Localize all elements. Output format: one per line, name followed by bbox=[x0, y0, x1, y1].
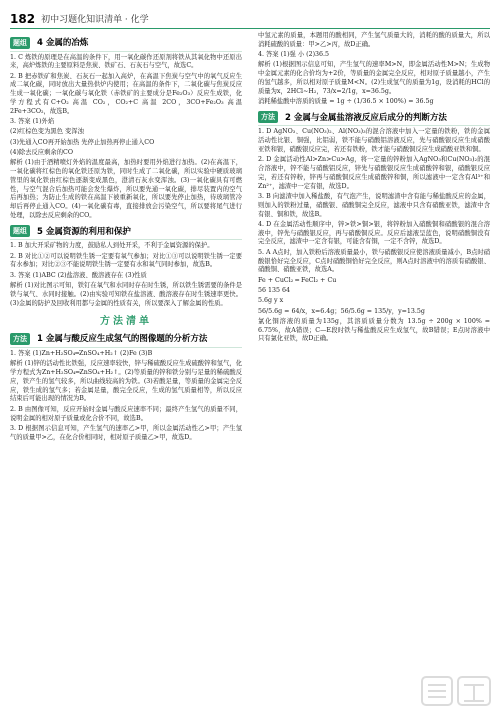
section-title: 方法清单 bbox=[100, 316, 152, 328]
paragraph: 4. D 在金属活动性顺序中，锌>铁>铜>银，将锌粉加入硝酸铜和硝酸银的混合溶液中，锌先与硝酸银反应，再与硝酸铜反应。反应后滤液呈蓝色，说明硝酸铜没有完全反应，滤渣中一定含有银，可能含有铜，一定不含锌，故选D。 bbox=[258, 220, 490, 246]
paragraph: (4)除去反应剩余的CO bbox=[10, 148, 73, 156]
paragraph: 解析 (1)对比图示可知，铁钉在氧气和水同时存在时生锈，所以铁生锈需要的条件是铁与氧气、水同时接触。(2)由实验可知铁在盐溶液、酸溶液存在时生锈速率更快。(3)金属的防护及回收利用都与金属的性质有关，所以要深入了解金属的性质。 bbox=[10, 282, 242, 307]
left-column bbox=[10, 32, 242, 444]
equation-line: 5.6g y x bbox=[258, 297, 284, 305]
topic-tag: 题组 bbox=[10, 225, 30, 237]
paragraph: 3. B 向滤渣中加入稀盐酸，有气泡产生，说明滤渣中含有能与稀盐酸反应的金属，则加入的铁粉过量，硝酸银、硝酸铜完全反应，滤液中只含有硝酸亚铁，滤渣中含有银、铜和铁，故选B。 bbox=[258, 192, 490, 218]
method-title: 2 金属与金属盐溶液反应后成分的判断方法 bbox=[284, 112, 447, 123]
page-number: 182 bbox=[10, 12, 36, 26]
topic-4-heading bbox=[10, 34, 242, 52]
paragraph: 3. D 根据图示信息可知，产生氢气的速率乙>甲，所以金属活动性乙>甲；产生氢气的质量甲>乙，在化合价相同时，相对原子质量乙>甲，故选D。 bbox=[10, 424, 242, 441]
paragraph: 2. D 金属活动性Al>Zn>Cu>Ag，将一定量的锌粉加入AgNO₃和Cu(NO₃)₂的混合溶液中，锌不能与硝酸铝反应，锌先与硝酸银反应生成硝酸锌和银，硝酸银反应完，若还有锌粉，锌再与硝酸铜反应生成硝酸锌和铜，所以滤液中一定含有Al³⁺和Zn²⁺，滤渣中一定有银，故选D。 bbox=[258, 156, 490, 190]
equation-line: Fe + CuCl₂ ═ FeCl₂ + Cu bbox=[258, 276, 337, 284]
running-title: 初中习题化知识清单 · 化学 bbox=[41, 15, 149, 25]
paragraph: 2. B 把赤铁矿和焦炭、石灰石一起加入高炉，在高温下焦炭与空气中的氧气反应生成二氧化碳，同时放出大量热供炉内使用；在高温的条件下，二氧化碳与焦炭反应生成一氧化碳；一氧化碳与氧化铁（赤铁矿的主要成分是Fe₂O₃）反应生成铁，化学方程式有C+O₂ 高温 CO₂，CO₂+C 高温 2CO，3CO+Fe₂O₃ 高温 2Fe+3CO₂，故选B。 bbox=[10, 72, 242, 115]
method-tag: 方法 bbox=[10, 333, 30, 345]
method-1-heading bbox=[10, 330, 242, 348]
paragraph: 1. D AgNO₃、Cu(NO₃)₂、Al(NO₃)₃的混合溶液中加入一定量的铁粉，铁的金属活动性比银、铜强，比铝弱，铁不能与硝酸铝溶液反应，先与硝酸银反应生成硝酸亚铁和银，硝酸银反应完，若还有铁粉，铁才能与硝酸铜反应生成硝酸亚铁和铜。 bbox=[258, 128, 490, 153]
paragraph: 1. C 炼铁的原理是在高温的条件下，用一氧化碳作还原剂将铁从其氧化物中还原出来，高炉炼铁的主要原料是焦炭、铁矿石、石灰石与空气，故选C。 bbox=[10, 53, 242, 70]
equation-line: 56/5.6g = 64/x，x=6.4g；56/5.6g = 135/y，y=13.5g bbox=[258, 307, 425, 315]
paragraph: 解析 (1)由于酒精喷灯外焰的温度最高，加热时要用外焰进行加热。(2)在高温下，一氧化碳将红棕色的氧化铁还原为铁，同时生成了二氧化碳，所以实验中硬质玻璃管里的氧化铁由红棕色逐渐变成黑色，澄清石灰水变浑浊。(3)一氧化碳具有可燃性，与空气混合后加热可能会发生爆炸，所以要先通一氧化碳，排尽装置内的空气后再加热；为防止生成的铁在高温下被重新氧化，所以要先停止加热，待玻璃管冷却后再停止通入CO。(4)一氧化碳有毒，直接排放会污染空气，所以要将尾气进行处理，以除去反应剩余的CO。 bbox=[10, 159, 242, 220]
paragraph: 3. 答案 (1)外焰 bbox=[10, 118, 55, 126]
equation-line: 56 135 64 bbox=[258, 286, 291, 294]
paragraph: 1. 答案 (1)Zn+H₂SO₄═ZnSO₄+H₂↑ (2)Fe (3)B bbox=[10, 349, 153, 357]
method-title: 1 金属与酸反应生成氢气的图像题的分析方法 bbox=[36, 334, 208, 345]
method-tag: 方法 bbox=[258, 111, 278, 123]
topic-tag: 题组 bbox=[10, 37, 30, 49]
paragraph: 2. B 由图像可知，反应开始时金属与酸反应速率不同；最终产生氢气的质量不同，说明金属的相对原子质量或化合价不同，故选B。 bbox=[10, 405, 242, 422]
watermark-logo-icon bbox=[420, 675, 494, 709]
paragraph: 3. 答案 (1)ABC (2)盐溶液、酸溶液存在 (3)性质 bbox=[10, 271, 147, 279]
paragraph: 2. B 对比①②可以说明铁生锈一定要有氧气参加；对比①③可以说明铁生锈一定要有水参加；对比②③不能说明铁生锈一定要有水和氧气同时参加，故选B。 bbox=[10, 252, 242, 269]
right-column bbox=[258, 32, 490, 346]
paragraph: 中氢元素的质量，本题用的酸相同，产生氢气质量大的，消耗的酸的质量大，所以消耗硫酸的质量：甲>乙>丙，故D正确。 bbox=[258, 32, 490, 48]
topic-5-heading bbox=[10, 223, 242, 241]
paragraph: 消耗稀盐酸中溶质的质量 = 1g ÷ (1/36.5 × 100%) = 36.5g bbox=[258, 98, 434, 106]
paragraph: 5. A A点时，加入铁粉后溶液质量最小，铁与硝酸银反应使溶液质量减小，B点时硝酸银恰好完全反应，C点时硝酸铜恰好完全反应，则A点时溶液中的溶质有硝酸银、硝酸铜、硝酸亚铁，故选A。 bbox=[258, 248, 490, 274]
paragraph: 1. B 加大开采矿物的力度，鼓励私人到处开采，不利于金属资源的保护。 bbox=[10, 242, 214, 250]
paragraph: (3)先通入CO再开始加热 先停止加热再停止通入CO bbox=[10, 138, 155, 146]
paragraph: 解析 (1)锌的活动性比铁强，反应速率较快，锌与稀硫酸反应生成硫酸锌和氢气，化学方程式为Zn+H₂SO₄═ZnSO₄+H₂↑。(2)等质量的锌和铁分别与足量的稀硫酸反应，铁产生的氢气较多，所以曲线较高的为铁。(3)若酸足量，等质量的金属完全反应，铁生成的氢气多；若金属足量，酸完全反应，生成的氢气质量相等，所以反应结束后可能出现的情况为B。 bbox=[10, 360, 242, 403]
topic-title: 4 金属的冶炼 bbox=[36, 38, 89, 48]
topic-title: 5 金属资源的利用和保护 bbox=[36, 226, 131, 237]
paragraph: 解析 (1)根据图示信息可知，产生氢气的速率M>N，即金属活动性M>N；生成物中金属元素的化合价均为+2价，等质量的金属完全反应，相对原子质量越小，产生的氢气越多，所以相对原子质量M<N。(2)生成氢气的质量为1g，设消耗的HCl的质量为x，2HCl~H₂，73/x=2/1g，x=36.5g。 bbox=[258, 61, 490, 95]
paragraph: 4. 答案 (1)强 小 (2)36.5 bbox=[258, 51, 330, 59]
page-header bbox=[10, 8, 490, 29]
paragraph: 氯化铜溶液的质量为135g，其溶质质量分数为 13.5g ÷ 200g × 100% = 6.75%，故A错误；C—E段时铁与稀盐酸反应生成氢气，故B错误；E点时溶液中只有氯化亚铁，故D正确。 bbox=[258, 317, 490, 343]
method-2-heading bbox=[258, 109, 490, 127]
paragraph: (2)红棕色变为黑色 变浑浊 bbox=[10, 128, 84, 136]
